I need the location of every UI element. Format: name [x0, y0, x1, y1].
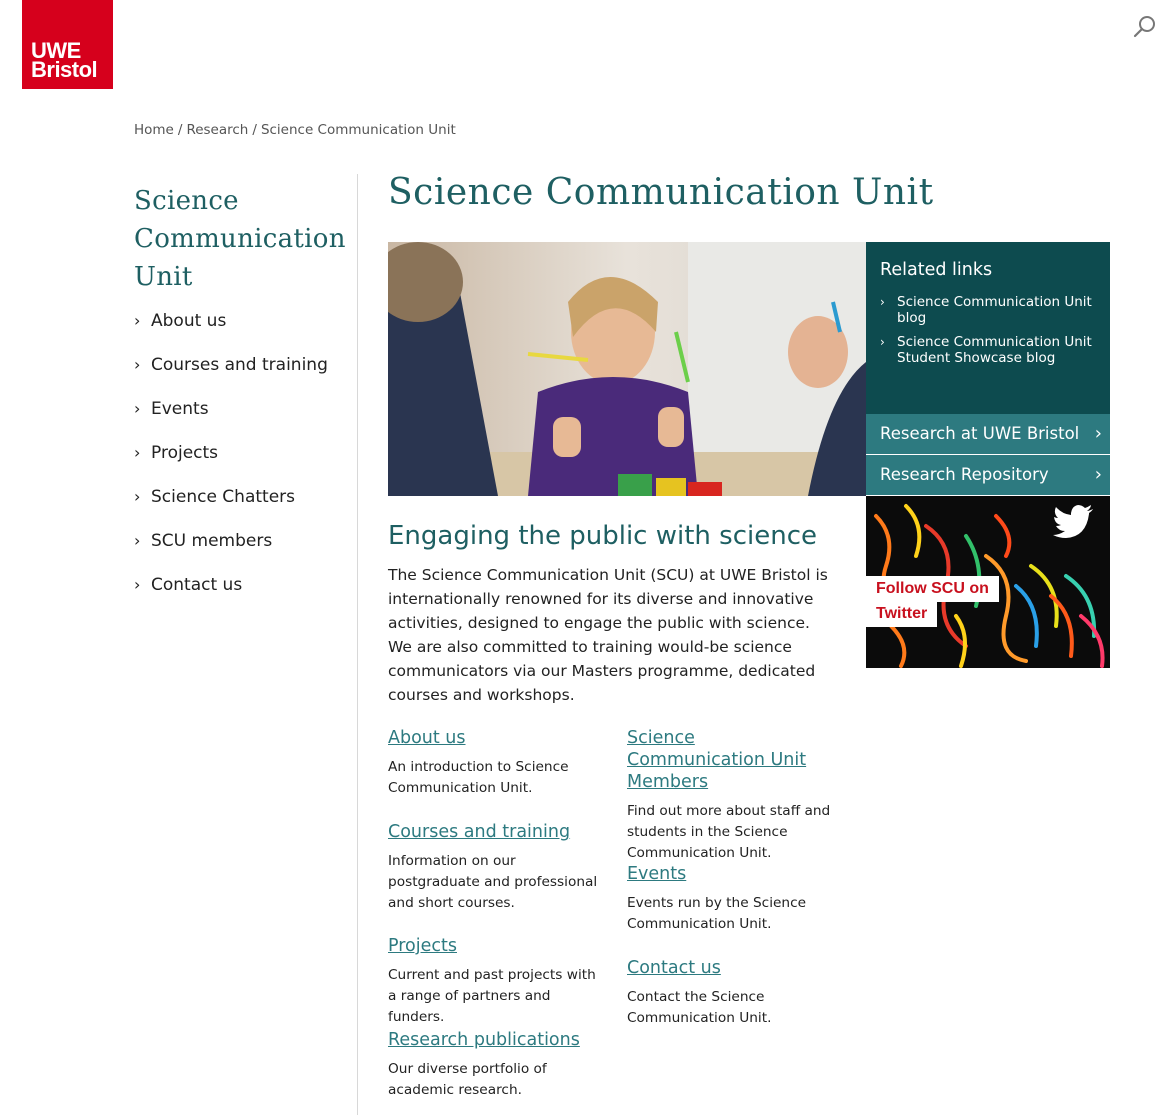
sidebar-item-about-us[interactable] — [134, 308, 344, 334]
chevron-right-icon: › — [134, 487, 141, 506]
promo-link-label: Research at UWE Bristol — [880, 424, 1080, 443]
card-research-publications — [388, 1029, 613, 1101]
chevron-right-icon: › — [134, 355, 141, 374]
related-links-panel — [866, 242, 1110, 414]
sidebar-item-science-chatters[interactable] — [134, 484, 344, 510]
card-description: Find out more about staff and students in the Science Communication Unit. — [627, 803, 831, 861]
card-description: Contact the Science Communication Unit. — [627, 989, 772, 1026]
intro-text: The Science Communication Unit (SCU) at UWE Bristol is internationally renowned for its diverse and innovative activities, designed to engage the public with science. We are also committed to training would-be science communicators via our Masters programme, dedicated courses and workshops. — [388, 566, 828, 704]
card-link[interactable]: Projects — [388, 936, 457, 956]
card-description: Events run by the Science Communication Unit. — [627, 895, 807, 932]
breadcrumb — [134, 122, 456, 138]
breadcrumb-current: Science Communication Unit — [260, 122, 456, 138]
sidebar-item-projects[interactable] — [134, 440, 344, 466]
chevron-right-icon: › — [134, 531, 141, 550]
breadcrumb-separator: / — [252, 122, 257, 138]
sidebar-item-label: Events — [151, 399, 209, 419]
sidebar-item-contact-us[interactable] — [134, 572, 344, 598]
card-link[interactable]: About us — [388, 728, 466, 748]
logo-line1: UWE — [31, 38, 81, 63]
chevron-right-icon: › — [134, 443, 141, 462]
card-contact-us — [627, 957, 807, 1029]
breadcrumb-research[interactable]: Research — [186, 122, 249, 138]
sidebar-nav — [134, 308, 344, 616]
sidebar-item-courses[interactable] — [134, 352, 344, 378]
card-link[interactable]: Courses and training — [388, 822, 571, 842]
card-description: An introduction to Science Communication Unit. — [388, 759, 569, 796]
page-title: Science Communication Unit — [388, 172, 934, 213]
sidebar-item-events[interactable] — [134, 396, 344, 422]
research-at-uwe-link[interactable] — [866, 414, 1110, 454]
sidebar-item-label: Contact us — [151, 575, 243, 595]
chevron-right-icon: › — [134, 575, 141, 594]
chevron-right-icon: › — [134, 399, 141, 418]
card-description: Current and past projects with a range of partners and funders. — [388, 967, 596, 1025]
card-description: Our diverse portfolio of academic research. — [388, 1061, 547, 1098]
chevron-right-icon: › — [880, 295, 885, 309]
related-link-showcase-blog[interactable] — [880, 334, 1100, 366]
card-courses — [388, 821, 610, 914]
twitter-banner-line1: Follow SCU on — [866, 576, 999, 602]
uwe-bristol-logo[interactable] — [22, 0, 113, 89]
twitter-bird-icon — [1053, 504, 1095, 538]
card-link[interactable]: Science Communication Unit Members — [627, 728, 807, 792]
sidebar-title[interactable]: Science Communication Unit — [134, 186, 346, 292]
sidebar-item-label: SCU members — [151, 531, 273, 551]
logo-line2: Bristol — [31, 57, 98, 82]
twitter-banner-line2: Twitter — [866, 602, 937, 627]
card-projects — [388, 935, 604, 1028]
chevron-right-icon: › — [1094, 423, 1102, 444]
chevron-right-icon: › — [880, 335, 885, 349]
sidebar-item-label: About us — [151, 311, 227, 331]
chevron-right-icon: › — [134, 311, 141, 330]
card-scu-members — [627, 727, 837, 864]
hero-photo — [388, 242, 866, 496]
card-link[interactable]: Events — [627, 864, 687, 884]
related-link-label: Science Communication Unit blog — [897, 294, 1092, 326]
sidebar-item-label: Courses and training — [151, 355, 328, 375]
card-link[interactable]: Contact us — [627, 958, 721, 978]
sidebar-divider — [357, 174, 358, 1115]
card-about-us — [388, 727, 613, 799]
promo-link-label: Research Repository — [880, 465, 1049, 484]
breadcrumb-separator: / — [177, 122, 183, 138]
sidebar-item-label: Projects — [151, 443, 219, 463]
search-icon[interactable] — [1132, 14, 1158, 40]
related-links-heading: Related links — [880, 260, 993, 280]
related-link-scu-blog[interactable] — [880, 294, 1100, 326]
chevron-right-icon: › — [1094, 464, 1102, 485]
sidebar-item-label: Science Chatters — [151, 487, 296, 507]
twitter-banner[interactable] — [866, 496, 1110, 668]
card-events — [627, 863, 827, 935]
sidebar-item-scu-members[interactable] — [134, 528, 344, 554]
twitter-banner-label — [866, 576, 999, 627]
intro-heading: Engaging the public with science — [388, 521, 817, 551]
card-link[interactable]: Research publications — [388, 1030, 580, 1050]
related-link-label: Science Communication Unit Student Showcase blog — [897, 334, 1092, 366]
card-description: Information on our postgraduate and professional and short courses. — [388, 853, 598, 911]
breadcrumb-home[interactable]: Home — [134, 122, 174, 138]
research-repository-link[interactable] — [866, 455, 1110, 495]
